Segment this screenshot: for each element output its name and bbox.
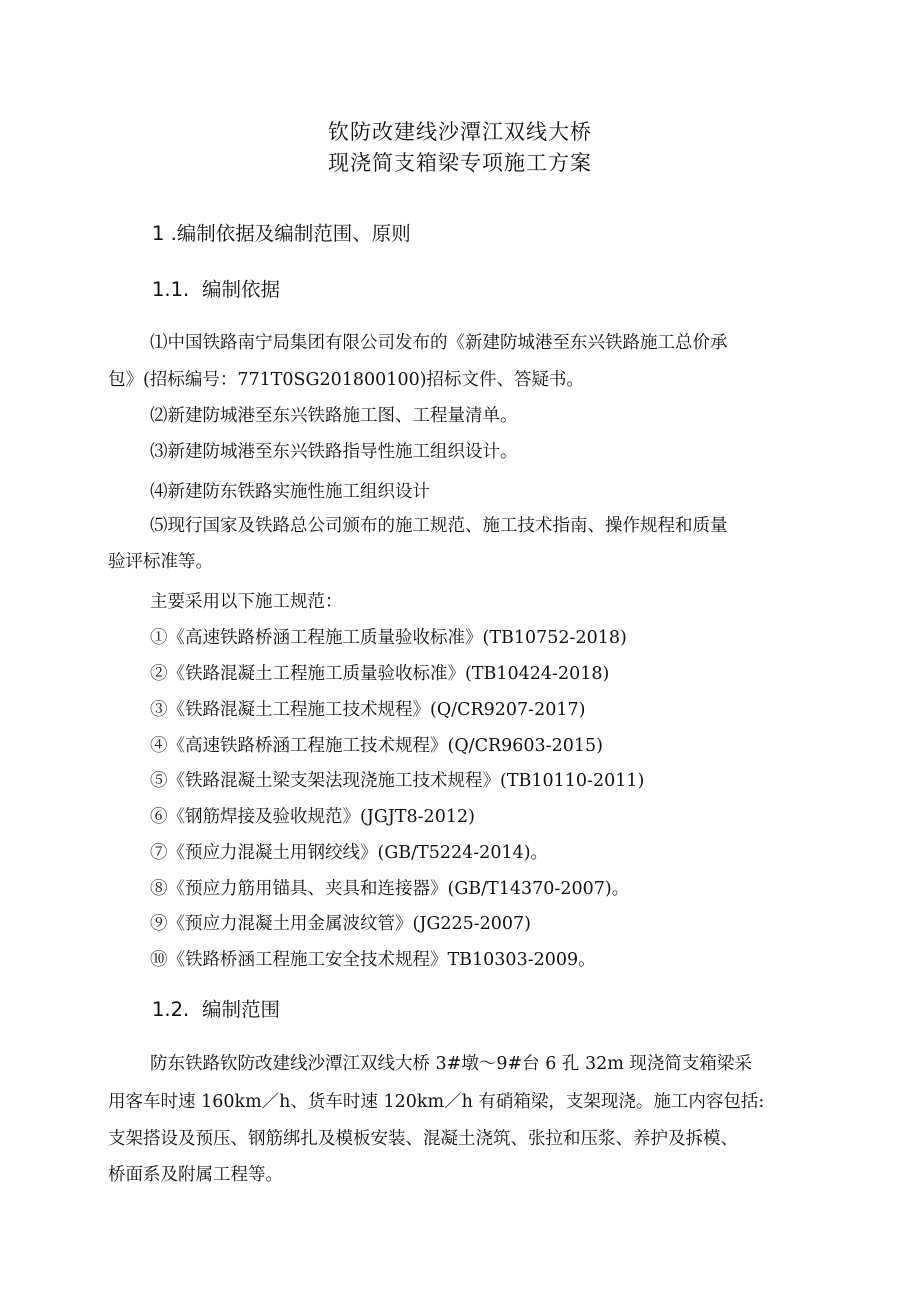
- basis-item-3: ⑶新建防城港至东兴铁路指导性施工组织设计。: [150, 442, 518, 462]
- standard-item: ③《铁路混凝土工程施工技术规程》(Q/CR9207-2017): [150, 700, 586, 720]
- basis-item-1-line1: ⑴中国铁路南宁局集团有限公司发布的《新建防城港至东兴铁路施工总价承: [150, 333, 728, 353]
- standard-item: ⑦《预应力混凝土用钢绞线》(GB/T5224-2014)。: [150, 843, 549, 863]
- section-number: 1.1.: [152, 278, 190, 301]
- standard-item: ⑩《铁路桥涵工程施工安全技术规程》TB10303-2009。: [150, 950, 596, 970]
- standard-item: ⑥《钢筋焊接及验收规范》(JGJT8-2012): [150, 807, 475, 827]
- basis-item-1-line2: 包》(招标编号：771T0SG201800100)招标文件、答疑书。: [108, 370, 585, 390]
- standard-item: ⑧《预应力筋用锚具、夹具和连接器》(GB/T14370-2007)。: [150, 879, 630, 899]
- basis-item-2: ⑵新建防城港至东兴铁路施工图、工程量清单。: [150, 406, 518, 426]
- section-1-heading: 1 .编制依据及编制范围、原则: [152, 222, 411, 245]
- scope-paragraph-line1: 防东铁路钦防改建线沙潭江双线大桥 3#墩～9#台 6 孔 32m 现浇简支箱梁采: [150, 1054, 752, 1074]
- document-title-line2: 现浇简支箱梁专项施工方案: [328, 151, 592, 175]
- basis-item-4: ⑷新建防东铁路实施性施工组织设计: [150, 482, 430, 502]
- scope-paragraph-line3: 支架搭设及预压、钢筋绑扎及模板安装、混凝土浇筑、张拉和压浆、养护及拆模、: [108, 1129, 738, 1149]
- standards-intro: 主要采用以下施工规范：: [150, 592, 343, 612]
- standard-item: ①《高速铁路桥涵工程施工质量验收标准》(TB10752-2018): [150, 628, 627, 648]
- standard-item: ⑨《预应力混凝土用金属波纹管》(JG225-2007): [150, 914, 531, 934]
- section-title: 编制范围: [202, 998, 281, 1021]
- document-title-line1: 钦防改建线沙潭江双线大桥: [328, 120, 592, 144]
- standard-item: ⑤《铁路混凝土梁支架法现浇施工技术规程》(TB10110-2011): [150, 771, 645, 791]
- standard-item: ④《高速铁路桥涵工程施工技术规程》(Q/CR9603-2015): [150, 736, 603, 756]
- scope-paragraph-line4: 桥面系及附属工程等。: [108, 1165, 283, 1185]
- basis-item-5-line1: ⑸现行国家及铁路总公司颁布的施工规范、施工技术指南、操作规程和质量: [150, 516, 728, 536]
- section-number: 1.2.: [152, 998, 190, 1021]
- section-title: 编制依据: [202, 278, 281, 301]
- basis-item-5-line2: 验评标准等。: [108, 552, 213, 572]
- section-1-1-heading: [152, 274, 280, 302]
- section-1-2-heading: [152, 994, 280, 1022]
- standard-item: ②《铁路混凝土工程施工质量验收标准》(TB10424-2018): [150, 664, 610, 684]
- scope-paragraph-line2: 用客车时速 160km／h、货车时速 120km／h 有硝箱梁，支架现浇。施工内容包括:: [108, 1092, 765, 1112]
